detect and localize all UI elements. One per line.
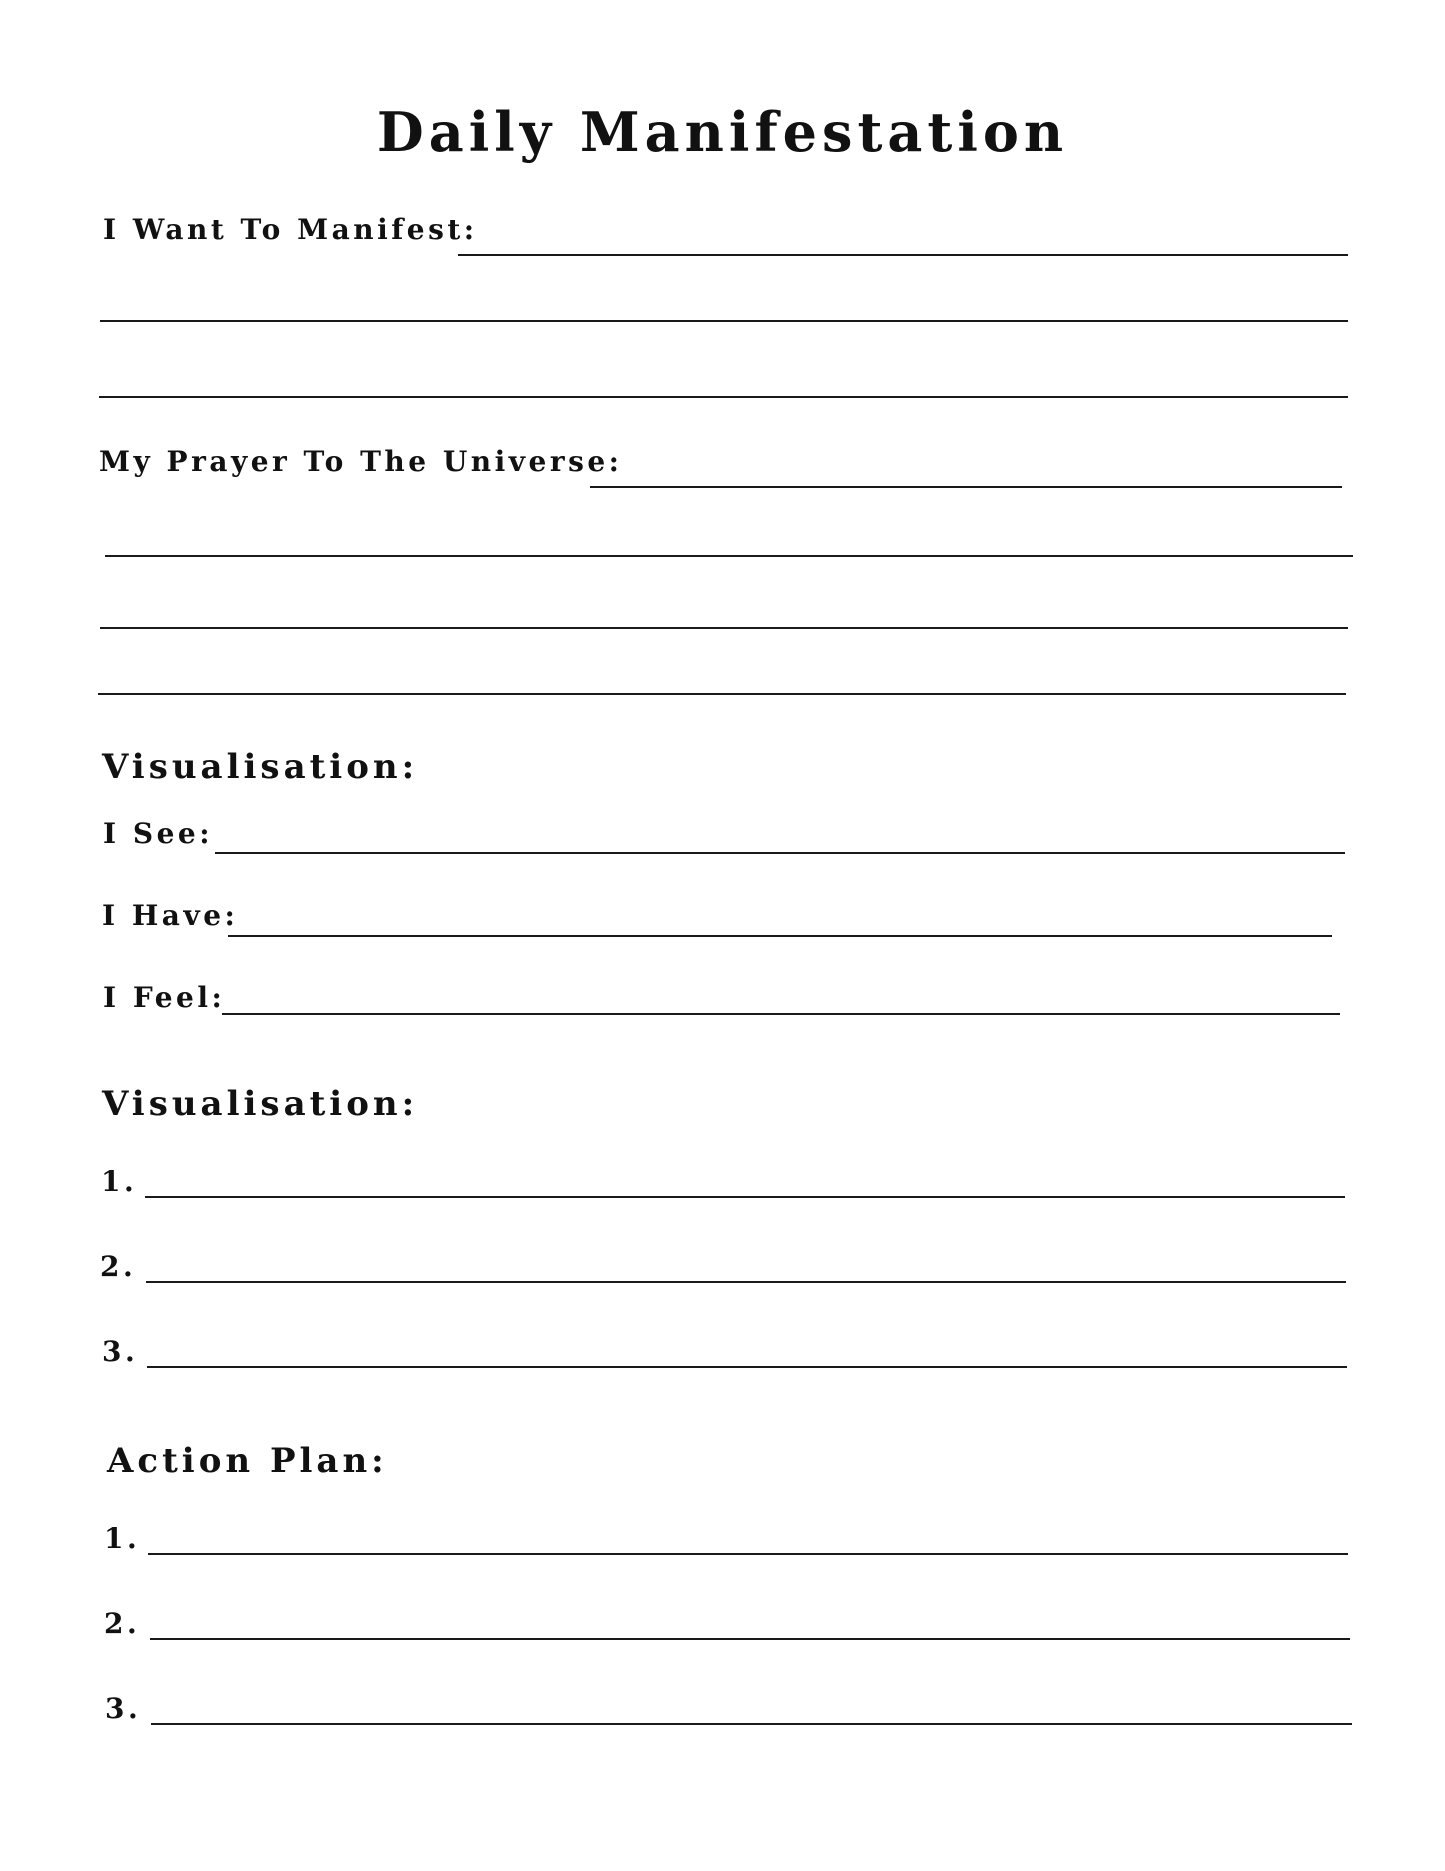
want-to-manifest-label: I Want To Manifest: xyxy=(103,213,478,246)
action-item-3-input[interactable] xyxy=(151,1689,1352,1725)
action-item-3-label: 3. xyxy=(105,1692,142,1725)
want-to-manifest-line-3[interactable] xyxy=(99,362,1348,398)
visualisation-heading: Visualisation: xyxy=(102,747,419,787)
visualisation-item-1-input[interactable] xyxy=(145,1162,1345,1198)
visualisation-item-3-input[interactable] xyxy=(147,1332,1347,1368)
prayer-input[interactable] xyxy=(590,452,1342,488)
prayer-line-2[interactable] xyxy=(105,521,1353,557)
i-see-input[interactable] xyxy=(215,818,1345,854)
action-plan-heading: Action Plan: xyxy=(107,1441,388,1481)
want-to-manifest-input[interactable] xyxy=(458,220,1348,256)
prayer-label: My Prayer To The Universe: xyxy=(99,445,623,478)
i-have-label: I Have: xyxy=(102,899,239,932)
i-feel-label: I Feel: xyxy=(103,981,226,1014)
page-title: Daily Manifestation xyxy=(376,100,1069,164)
want-to-manifest-line-2[interactable] xyxy=(100,286,1348,322)
visualisation-item-3-label: 3. xyxy=(102,1335,139,1368)
i-feel-input[interactable] xyxy=(222,979,1340,1015)
visualisation-item-2-label: 2. xyxy=(100,1250,137,1283)
visualisation-list-heading: Visualisation: xyxy=(102,1084,419,1124)
i-have-input[interactable] xyxy=(228,901,1332,937)
action-item-1-input[interactable] xyxy=(148,1519,1348,1555)
action-item-2-input[interactable] xyxy=(150,1604,1350,1640)
visualisation-item-2-input[interactable] xyxy=(146,1247,1346,1283)
i-see-label: I See: xyxy=(103,817,214,850)
prayer-line-4[interactable] xyxy=(98,659,1346,695)
prayer-line-3[interactable] xyxy=(100,593,1348,629)
action-item-1-label: 1. xyxy=(104,1522,141,1555)
action-item-2-label: 2. xyxy=(104,1607,141,1640)
visualisation-item-1-label: 1. xyxy=(101,1165,138,1198)
